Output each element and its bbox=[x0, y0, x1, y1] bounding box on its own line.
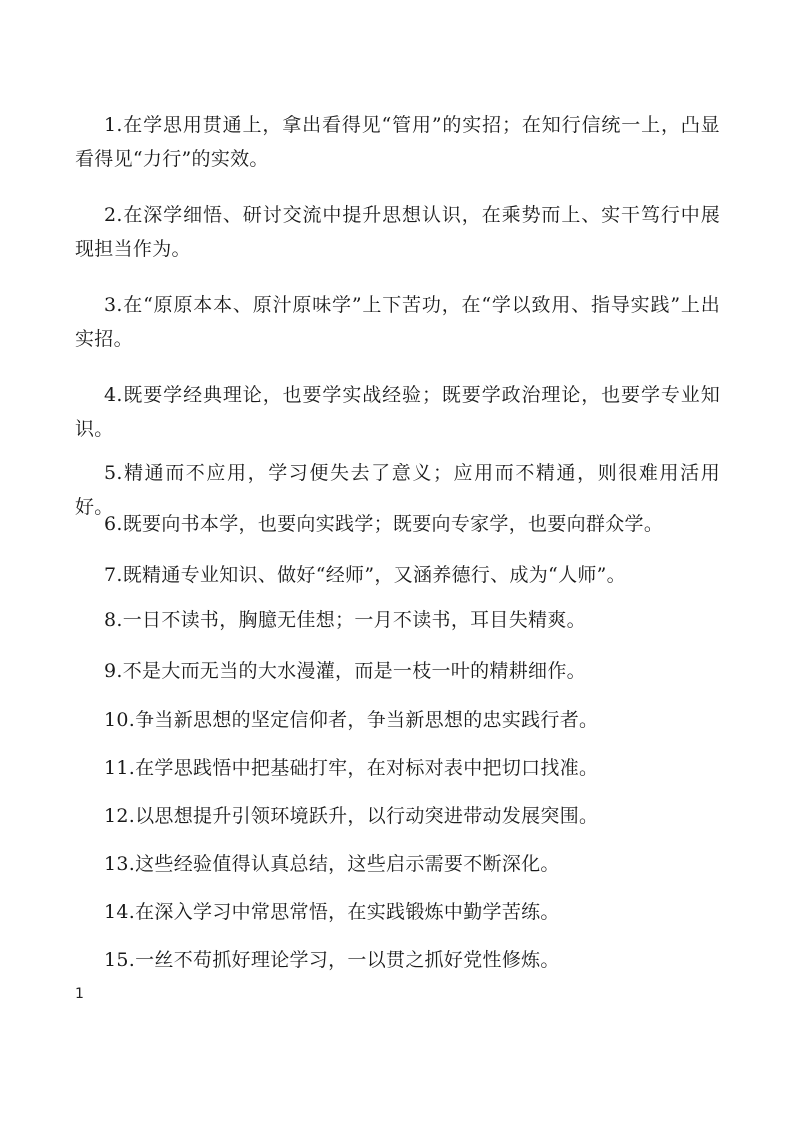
paragraph-15: 15.一丝不苟抓好理论学习，一以贯之抓好党性修炼。 bbox=[104, 949, 560, 971]
paragraph-8: 8.一日不读书，胸臆无佳想；一月不读书，耳目失精爽。 bbox=[104, 609, 586, 631]
paragraph-10: 10.争当新思想的坚定信仰者，争当新思想的忠实践行者。 bbox=[104, 709, 599, 731]
paragraph-13: 13.这些经验值得认真总结，这些启示需要不断深化。 bbox=[104, 853, 560, 875]
paragraph-14: 14.在深入学习中常思常悟，在实践锻炼中勤学苦练。 bbox=[104, 901, 560, 923]
paragraph-9: 9.不是大而无当的大水漫灌，而是一枝一叶的精耕细作。 bbox=[104, 660, 586, 682]
paragraph-4: 4.既要学经典理论，也要学实战经验；既要学政治理论，也要学专业知识。 bbox=[75, 384, 720, 440]
paragraph-6: 6.既要向书本学，也要向实践学；既要向专家学，也要向群众学。 bbox=[104, 513, 664, 535]
paragraph-12: 12.以思想提升引领环境跃升，以行动突进带动发展突围。 bbox=[104, 805, 599, 827]
page-number: 1 bbox=[75, 986, 84, 1002]
paragraph-2: 2.在深学细悟、研讨交流中提升思想认识，在乘势而上、实干笃行中展现担当作为。 bbox=[75, 204, 720, 260]
paragraph-1: 1.在学思用贯通上，拿出看得见“管用”的实招；在知行信统一上，凸显看得见“力行”的实效。 bbox=[75, 114, 720, 170]
paragraph-11: 11.在学思践悟中把基础打牢，在对标对表中把切口找准。 bbox=[104, 757, 599, 779]
paragraph-5: 5.精通而不应用，学习便失去了意义；应用而不精通，则很难用活用好。 bbox=[75, 462, 720, 518]
paragraph-3: 3.在“原原本本、原汁原味学”上下苦功，在“学以致用、指导实践”上出实招。 bbox=[75, 294, 720, 350]
paragraph-7: 7.既精通专业知识、做好“经师”，又涵养德行、成为“人师”。 bbox=[104, 564, 626, 586]
